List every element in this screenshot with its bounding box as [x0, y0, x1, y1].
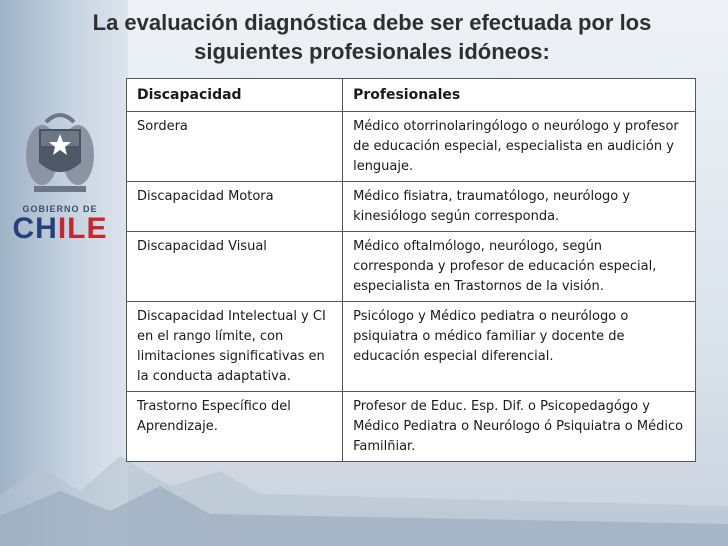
table-row: [127, 232, 696, 302]
discapacidad-cell: Discapacidad Motora: [127, 182, 343, 232]
profesionales-cell: Psicólogo y Médico pediatra o neurólogo o psiquiatra o médico familiar y docente de educación especial diferencial.: [343, 302, 696, 392]
profesionales-cell: Médico otorrinolaringólogo o neurólogo y profesor de educación especial, especialista en audición y lenguaje.: [343, 112, 696, 182]
discapacidad-cell: Trastorno Específico del Aprendizaje.: [127, 392, 343, 462]
slide-title-line2: siguientes profesionales idóneos:: [194, 39, 550, 64]
discapacidad-cell: Discapacidad Visual: [127, 232, 343, 302]
table-row: [127, 302, 696, 392]
discapacidad-cell: Sordera: [127, 112, 343, 182]
logo-country-ile: ILE: [57, 212, 108, 245]
header-profesionales: Profesionales: [343, 79, 696, 112]
header-discapacidad: Discapacidad: [127, 79, 343, 112]
logo-government-label: GOBIERNO DE: [22, 204, 98, 214]
table-header-row: [127, 79, 696, 112]
table-row: [127, 112, 696, 182]
gobierno-de-chile-logo: [10, 100, 110, 250]
professionals-table: [126, 78, 696, 462]
profesionales-cell: Profesor de Educ. Esp. Dif. o Psicopedagógo y Médico Pediatra o Neurólogo ó Psiquiatra o Médico Familñiar.: [343, 392, 696, 462]
profesionales-cell: Médico oftalmólogo, neurólogo, según corresponda y profesor de educación especial, especialista en Trastornos de la visión.: [343, 232, 696, 302]
table-row: [127, 182, 696, 232]
table-row: [127, 392, 696, 462]
logo-country-name: [10, 212, 110, 246]
slide-title-line1: La evaluación diagnóstica debe ser efectuada por los: [92, 10, 652, 35]
logo-country-ch: CH: [12, 212, 58, 245]
discapacidad-cell: Discapacidad Intelectual y CI en el rango límite, con limitaciones significativas en la conducta adaptativa.: [127, 302, 343, 392]
coat-of-arms-icon: [20, 100, 100, 200]
slide-title: [38, 8, 706, 66]
profesionales-cell: Médico fisiatra, traumatólogo, neurólogo y kinesiólogo según corresponda.: [343, 182, 696, 232]
